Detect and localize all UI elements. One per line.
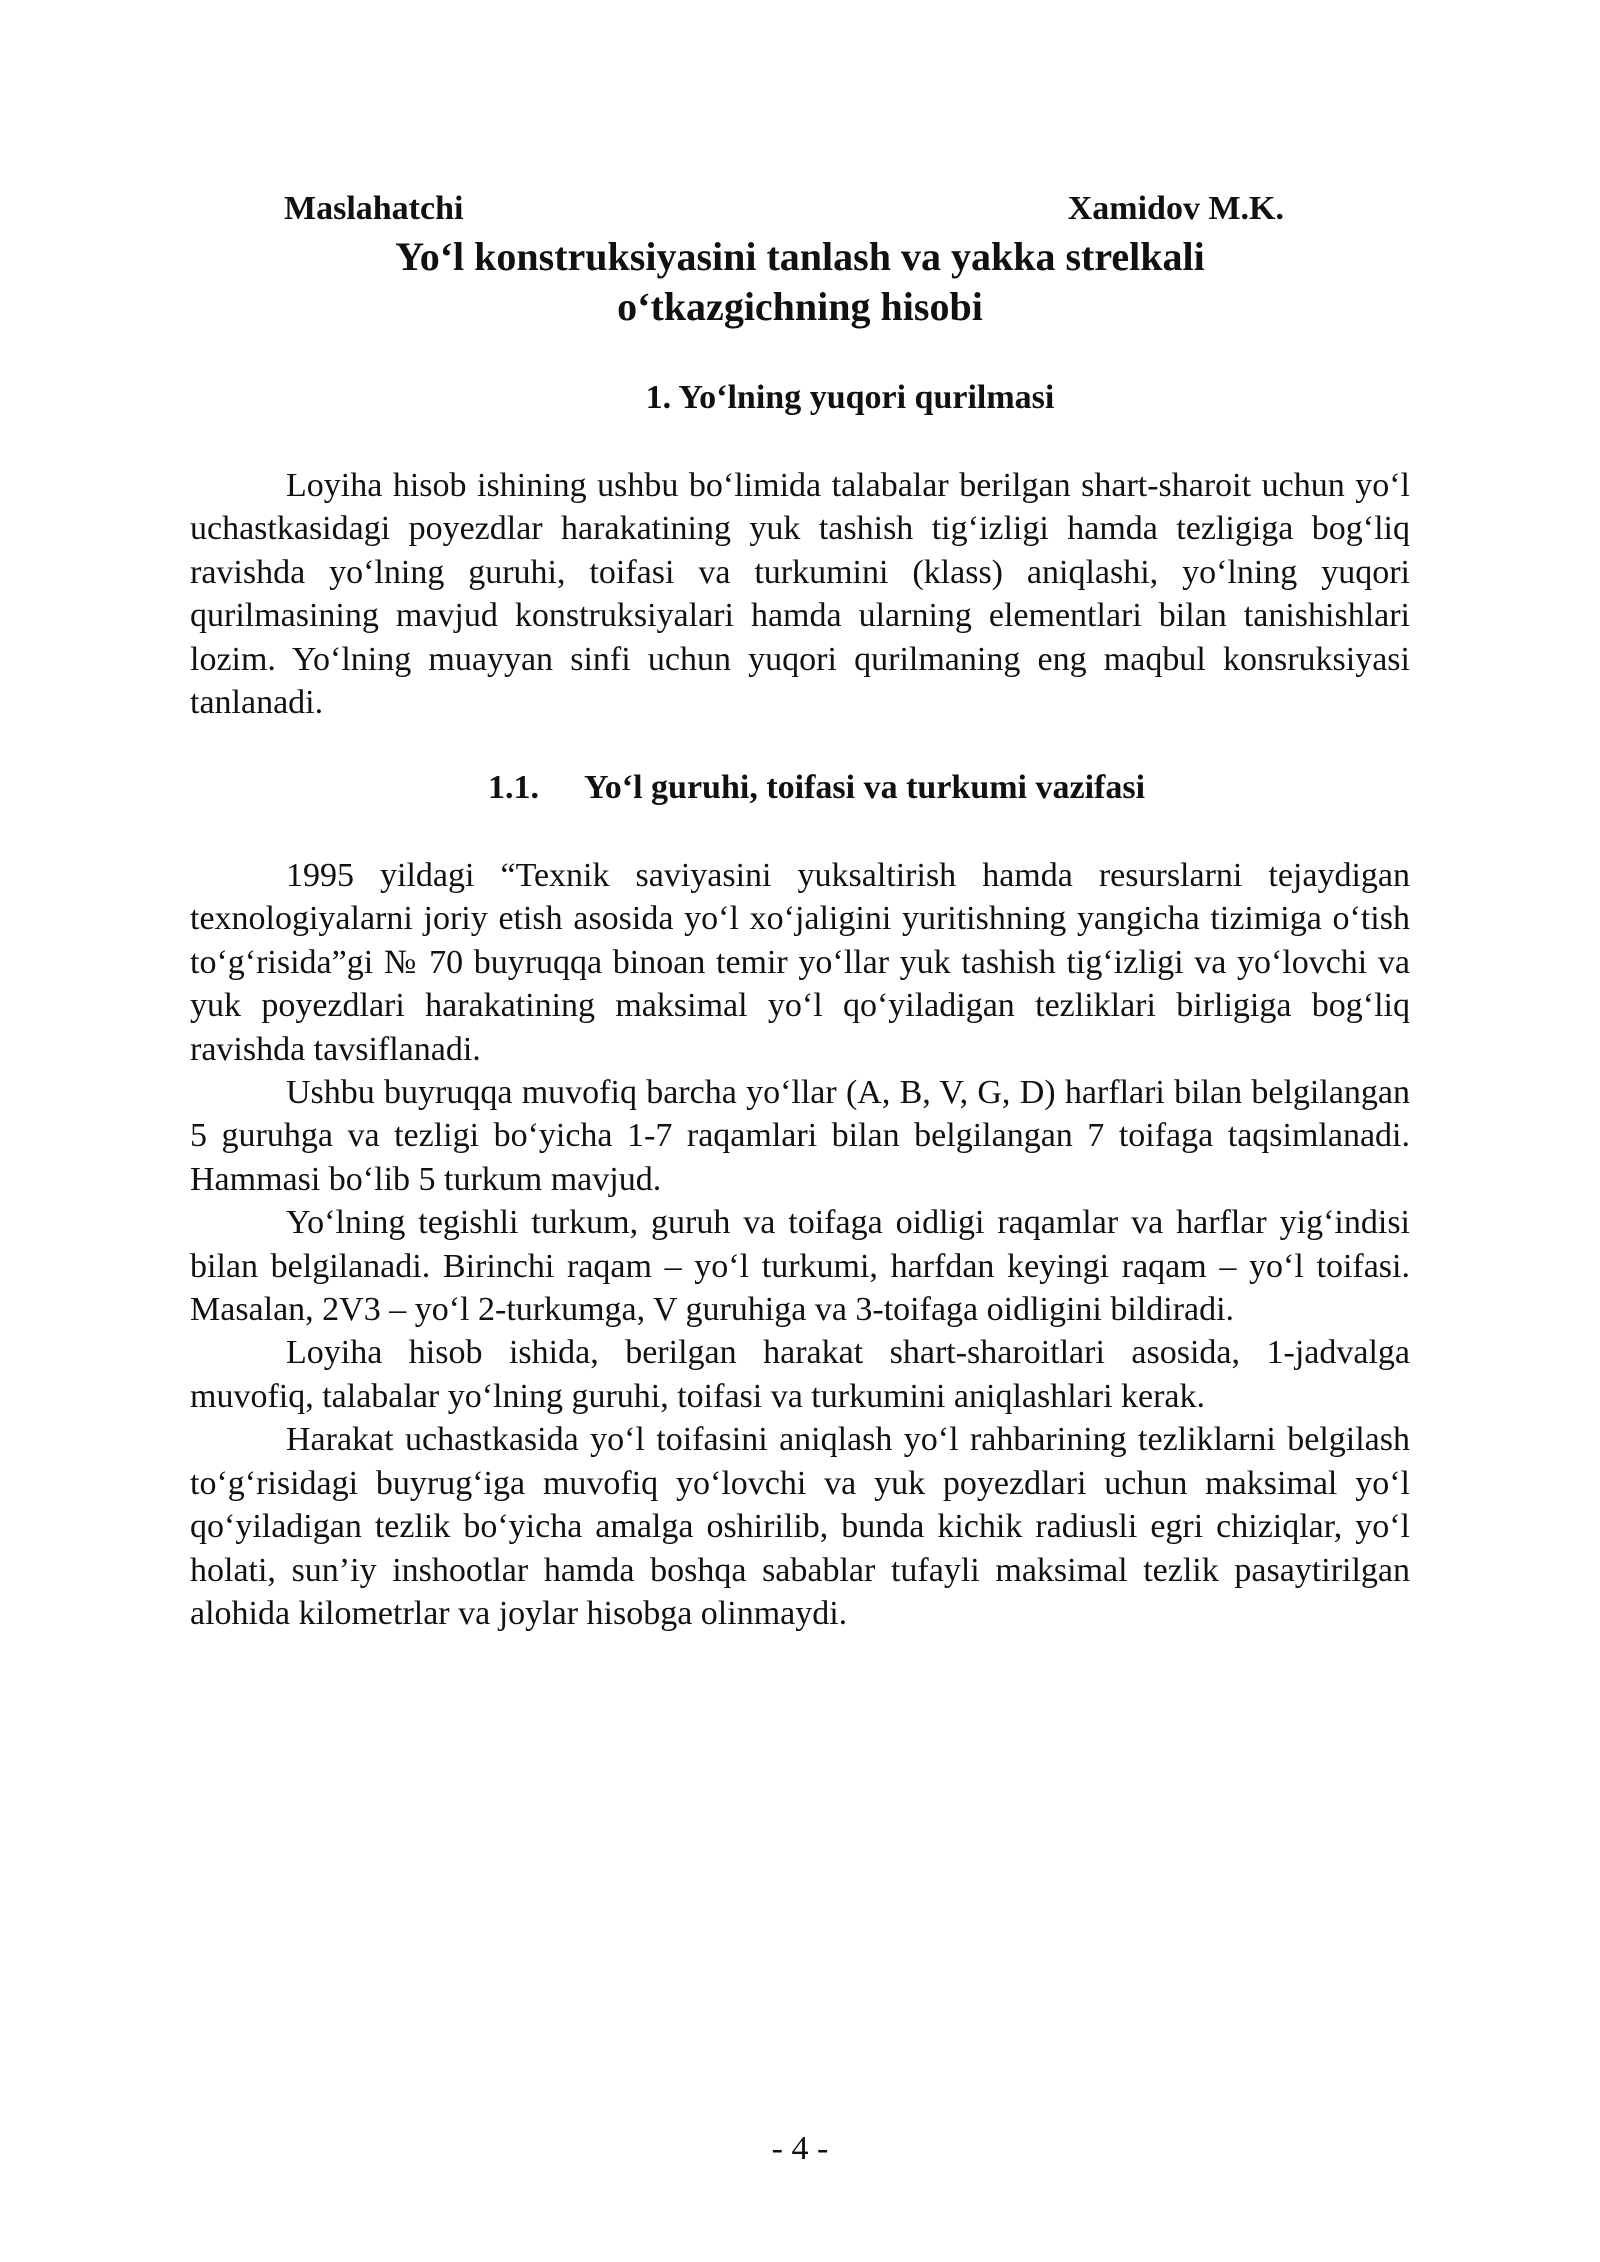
- section-1-heading: 1. Yo‘lning yuqori qurilmasi: [645, 379, 1055, 416]
- title-line-1: Yo‘l konstruksiyasini tanlash va yakka strelkali: [395, 234, 1205, 279]
- document-title: [190, 232, 1410, 332]
- advisor-name: Xamidov M.K.: [1067, 190, 1284, 227]
- advisor-row: [284, 190, 1284, 234]
- paragraph: Yo‘lning tegishli turkum, guruh va toifaga oidligi raqamlar va harflar yig‘indisi bilan belgilanadi. Birinchi raqam – yo‘l turkumi, harfdan keyingi raqam – yo‘l toifasi. Masalan, 2V3 – yo‘l 2-turkumga, V guruhiga va 3-toifaga oidligini bildiradi.: [190, 1204, 1410, 1329]
- paragraph: Loyiha hisob ishining ushbu bo‘limida talabalar berilgan shart-sharoit uchun yo‘l uchastkasidagi poyezdlar harakatining yuk tashish tig‘izligi hamda tezligiga bog‘liq ravishda yo‘lning guruhi, toifasi va turkumini (klass) aniqlashi, yo‘lning yuqori qurilmasining mavjud konstruksiyalari hamda ularning elementlari bilan tanishishlari lozim. Yo‘lning muayyan sinfi uchun yuqori qurilmaning eng maqbul konsruksiyasi tanlanadi.: [190, 467, 1410, 722]
- title-line-2: o‘tkazgichning hisobi: [617, 284, 983, 329]
- section-number: 1.1.: [488, 769, 539, 806]
- paragraph: Ushbu buyruqqa muvofiq barcha yo‘llar (A, B, V, G, D) harflari bilan belgilangan 5 guruhga va tezligi bo‘yicha 1-7 raqamlari bilan belgilangan 7 toifaga taqsimlanadi. Hammasi bo‘lib 5 turkum mavjud.: [190, 1074, 1410, 1198]
- paragraph: Harakat uchastkasida yo‘l toifasini aniqlash yo‘l rahbarining tezliklarni belgilash to‘g‘risidagi buyrug‘iga muvofiq yo‘lovchi va yuk poyezdlari uchun maksimal yo‘l qo‘yiladigan tezlik bo‘yicha amalga oshirilib, bunda kichik radiusli egri chiziqlar, yo‘l holati, sun’iy inshootlar hamda boshqa sabablar tufayli maksimal tezlik pasaytirilgan alohida kilometrlar va joylar hisobga olinmaydi.: [190, 1421, 1410, 1632]
- section-1-body: [190, 464, 1410, 724]
- advisor-label: Maslahatchi: [284, 190, 464, 227]
- page-number: - 4 -: [771, 2130, 829, 2167]
- paragraph: 1995 yildagi “Texnik saviyasini yuksaltirish hamda resurslarni tejaydigan texnologiyalarni joriy etish asosida yo‘l xo‘jaligini yuritishning yangicha tizimiga o‘tish to‘g‘risida”gi № 70 buyruqqa binoan temir yo‘llar yuk tashish tig‘izligi va yo‘lovchi va yuk poyezdlari harakatining maksimal yo‘l qo‘yiladigan tezliklari birligiga bog‘liq ravishda tavsiflanadi.: [190, 857, 1410, 1068]
- section-1-1-body: [190, 854, 1410, 1635]
- section-1-1-heading: [488, 766, 1388, 810]
- section-title: Yo‘l guruhi, toifasi va turkumi vazifasi: [584, 769, 1146, 806]
- paragraph: Loyiha hisob ishida, berilgan harakat shart-sharoitlari asosida, 1-jadvalga muvofiq, talabalar yo‘lning guruhi, toifasi va turkumini aniqlashlari kerak.: [190, 1334, 1410, 1415]
